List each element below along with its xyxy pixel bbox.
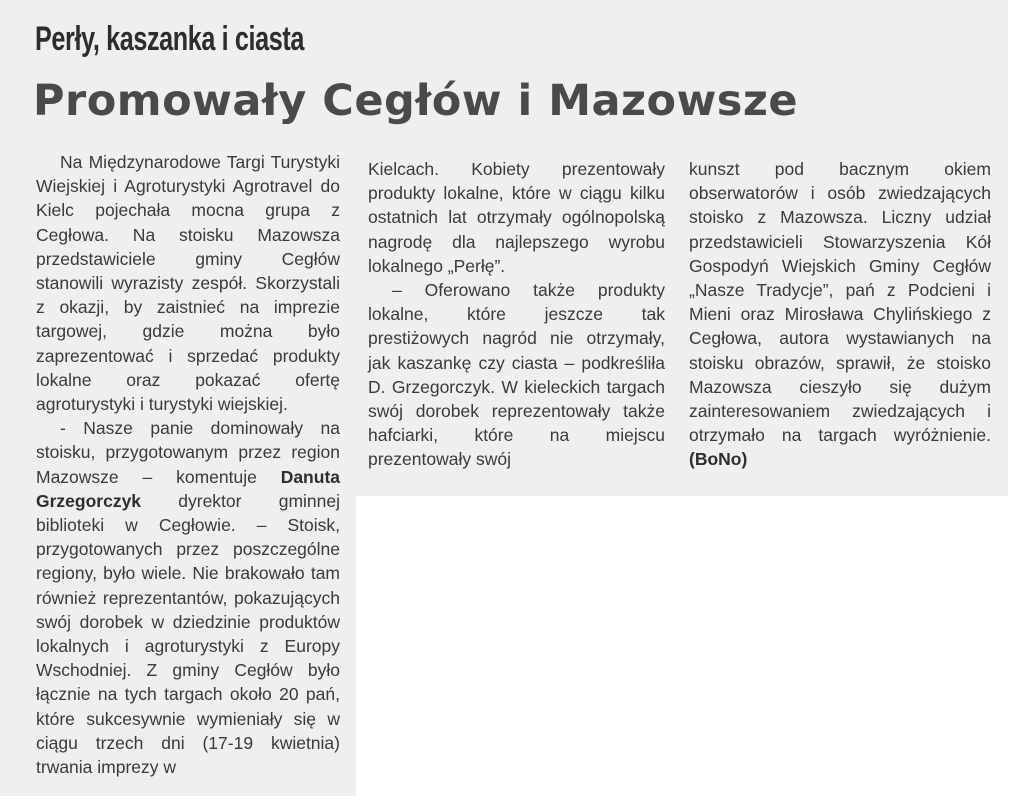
article-column-1 [36, 150, 340, 779]
author-signature: (BoNo) [689, 449, 748, 470]
newspaper-clipping-edge [356, 490, 1008, 496]
column-1-paragraph-1: Na Międzynarodowe Targi Turystyki Wiejskiej i Agroturystyki Agrotravel do Kielc pojechała mocna grupa z Cegłowa. Na stoisku Mazowsza przedstawiciele gminy Cegłów stanowili wyrazisty zespół. Skorzystali z okazji, by zaistnieć na imprezie targowej, gdzie można było zaprezentować i sprzedać produkty lokalne oraz pokazać ofertę agroturystyki i turystyki wiejskiej. [36, 152, 340, 415]
column-3-paragraph-1 [689, 157, 991, 472]
article-kicker: Perły, kaszanka i ciasta [35, 20, 305, 58]
article-headline: Promowały Cegłów i Mazowsze [33, 76, 799, 126]
column-2-paragraph-2: – Oferowano także produkty lokalne, które jeszcze tak prestiżowych nagród nie otrzymały, jak kaszankę czy ciasta – podkreśliła D. Grzegorczyk. W kieleckich targach swój dorobek reprezentowały także hafciarki, które na miejscu prezentowały swój [368, 280, 665, 470]
quote-intro-text: - Nasze panie dominowały na stoisku, przygotowanym przez region Mazowsze – komentuje [36, 418, 340, 487]
column-3-text: kunszt pod bacznym okiem obserwatorów i osób zwiedzających stoisko z Mazowsza. Liczny udział przedstawicieli Stowarzyszenia Kół Gospodyń Wiejskich Gminy Cegłów „Nasze Tradycje”, pań z Podcieni i Mieni oraz Mirosława Chylińskiego z Cegłowa, autora wystawianych na stoisku obrazów, sprawił, że stoisko Mazowsza cieszyło się dużym zainteresowaniem zwiedzających i otrzymało na targach wyróżnienie. [689, 159, 991, 446]
article-column-2 [368, 157, 665, 472]
column-1-paragraph-2 [36, 416, 340, 779]
article-column-3 [689, 157, 991, 472]
quote-continuation-text: dyrektor gminnej biblioteki w Cegłowie. – Stoisk, przygotowanych przez poszczególne regiony, było wiele. Nie brakowało tam również reprezentantów, pokazujących swój dorobek w dziedzinie produktów lokalnych i agroturystyki z Europy Wschodniej. Z gminy Cegłów było łącznie na tych targach około 20 pań, które sukcesywnie wymieniały się w ciągu trzech dni (17-19 kwietnia) trwania imprezy w [36, 490, 340, 778]
quoted-person-name: Danuta Grzegorczyk [36, 466, 340, 511]
column-2-paragraph-1: Kielcach. Kobiety prezentowały produkty lokalne, które w ciągu kilku ostatnich lat otrzymały ogólnopolską nagrodę dla najlepszego wyrobu lokalnego „Perłę”. [368, 159, 665, 276]
